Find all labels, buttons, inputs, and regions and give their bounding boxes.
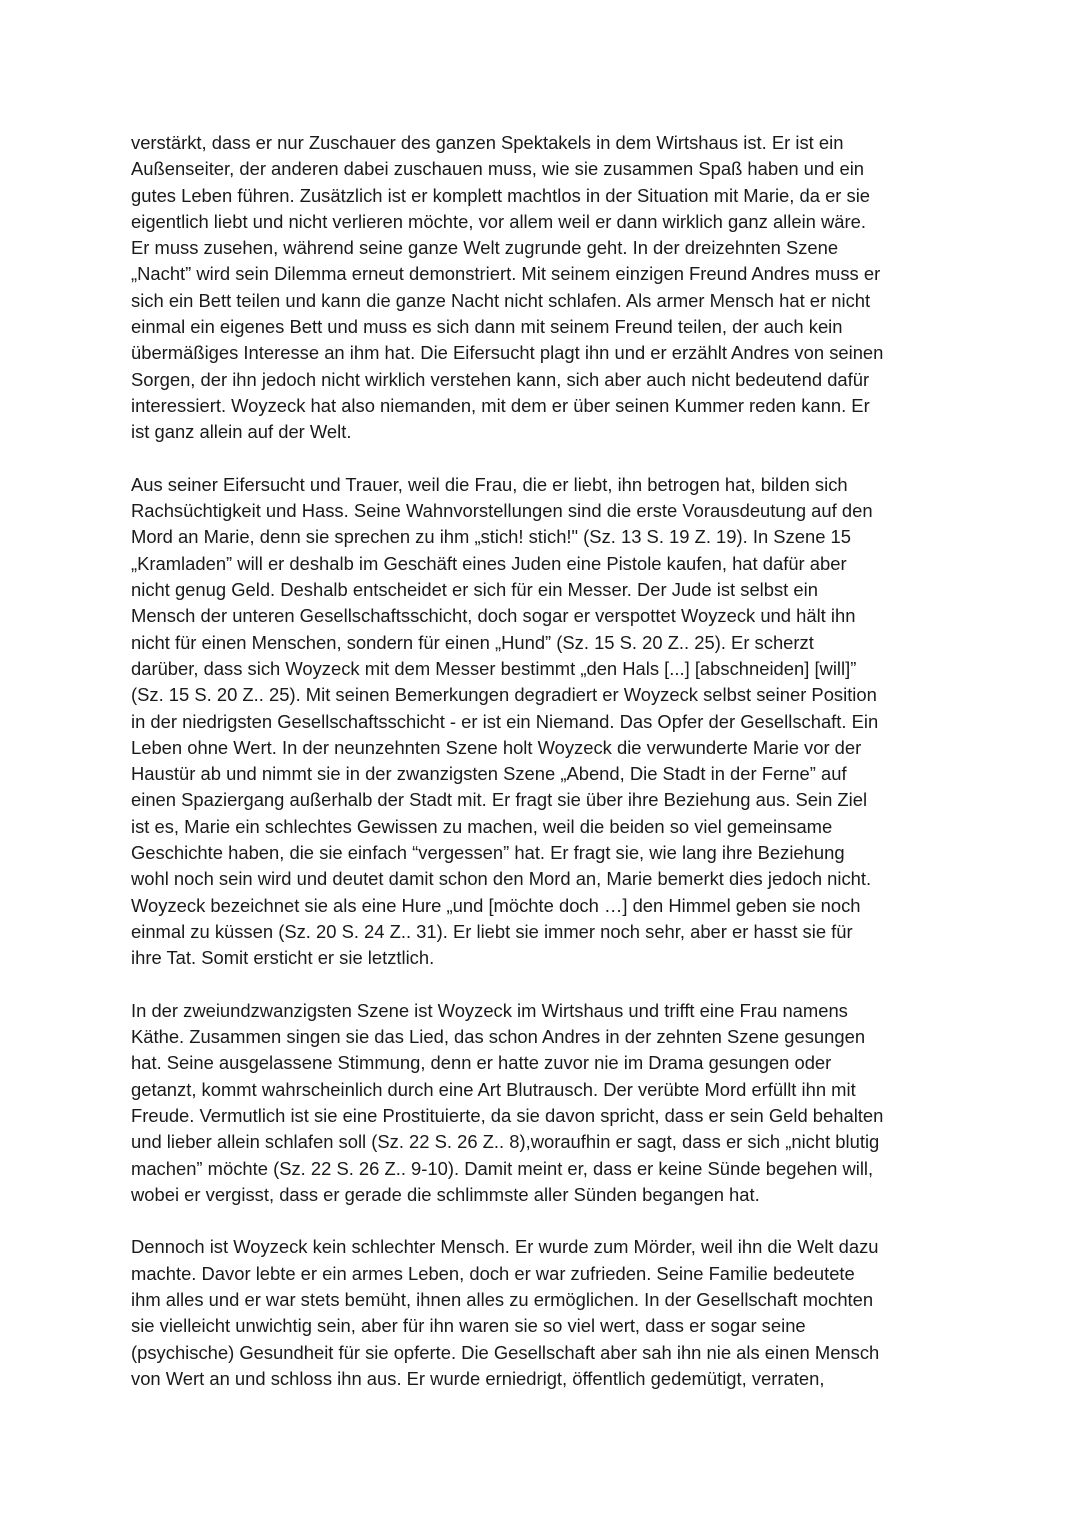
- text-line: Dennoch ist Woyzeck kein schlechter Mensch. Er wurde zum Mörder, weil ihn die Welt dazu: [131, 1236, 879, 1258]
- text-line: Aus seiner Eifersucht und Trauer, weil die Frau, die er liebt, ihn betrogen hat, bilden sich: [131, 473, 848, 495]
- text-line: machte. Davor lebte er ein armes Leben, doch er war zufrieden. Seine Familie bedeutete: [131, 1262, 855, 1284]
- text-line: gutes Leben führen. Zusätzlich ist er komplett machtlos in der Situation mit Marie, da er sie: [131, 184, 871, 206]
- text-line: Käthe. Zusammen singen sie das Lied, das schon Andres in der zehnten Szene gesungen: [131, 1026, 866, 1048]
- text-line: Mensch der unteren Gesellschaftsschicht, doch sogar er verspottet Woyzeck und hält ihn: [131, 605, 856, 627]
- text-line: ist es, Marie ein schlechtes Gewissen zu machen, weil die beiden so viel gemeinsame: [131, 815, 833, 837]
- text-line: getanzt, kommt wahrscheinlich durch eine Art Blutrausch. Der verübte Mord erfüllt ihn mit: [131, 1078, 856, 1100]
- text-line: von Wert an und schloss ihn aus. Er wurde erniedrigt, öffentlich gedemütigt, verraten,: [131, 1367, 825, 1389]
- text-line: einmal zu küssen (Sz. 20 S. 24 Z.. 31). Er liebt sie immer noch sehr, aber er hasst sie für: [131, 920, 853, 942]
- text-line: darüber, dass sich Woyzeck mit dem Messer bestimmt „den Hals [...] [abschneiden] [will]”: [131, 657, 857, 679]
- text-line: sie vielleicht unwichtig sein, aber für ihn waren sie so viel wert, dass er sogar seine: [131, 1315, 806, 1337]
- paragraph-2: [131, 472, 961, 972]
- text-line: In der zweiundzwanzigsten Szene ist Woyzeck im Wirtshaus und trifft eine Frau namens: [131, 999, 848, 1021]
- text-line: Mord an Marie, denn sie sprechen zu ihm „stich! stich!" (Sz. 13 S. 19 Z. 19). In Szene 15: [131, 526, 852, 548]
- text-line: eigentlich liebt und nicht verlieren möchte, vor allem weil er dann wirklich ganz allein wäre.: [131, 210, 866, 232]
- paragraph-4: [131, 1234, 961, 1392]
- text-line: einen Spaziergang außerhalb der Stadt mit. Er fragt sie über ihre Beziehung aus. Sein Ziel: [131, 789, 868, 811]
- text-line: übermäßiges Interesse an ihm hat. Die Eifersucht plagt ihn und er erzählt Andres von seinen: [131, 342, 884, 364]
- text-line: Freude. Vermutlich ist sie eine Prostituierte, da sie davon spricht, dass er sein Geld behalten: [131, 1104, 884, 1126]
- text-line: Er muss zusehen, während seine ganze Welt zugrunde geht. In der dreizehnten Szene: [131, 237, 839, 259]
- text-line: ihre Tat. Somit ersticht er sie letztlich.: [131, 947, 435, 969]
- text-line: hat. Seine ausgelassene Stimmung, denn er hatte zuvor nie im Drama gesungen oder: [131, 1052, 832, 1074]
- text-line: ihm alles und er war stets bemüht, ihnen alles zu ermöglichen. In der Gesellschaft mochten: [131, 1289, 874, 1311]
- text-line: einmal ein eigenes Bett und muss es sich dann mit seinem Freund teilen, der auch kein: [131, 316, 843, 338]
- text-line: sich ein Bett teilen und kann die ganze Nacht nicht schlafen. Als armer Mensch hat er nicht: [131, 289, 871, 311]
- text-line: und lieber allein schlafen soll (Sz. 22 S. 26 Z.. 8),woraufhin er sagt, dass er sich „nicht blutig: [131, 1131, 880, 1153]
- text-line: machen” möchte (Sz. 22 S. 26 Z.. 9-10). Damit meint er, dass er keine Sünde begehen will,: [131, 1157, 874, 1179]
- paragraph-1: [131, 130, 961, 446]
- text-line: Sorgen, der ihn jedoch nicht wirklich verstehen kann, sich aber auch nicht bedeutend dafür: [131, 368, 870, 390]
- text-line: „Kramladen” will er deshalb im Geschäft eines Juden eine Pistole kaufen, hat dafür aber: [131, 552, 847, 574]
- text-line: (psychische) Gesundheit für sie opferte. Die Gesellschaft aber sah ihn nie als einen Mensch: [131, 1341, 880, 1363]
- text-line: nicht für einen Menschen, sondern für einen „Hund” (Sz. 15 S. 20 Z.. 25). Er scherzt: [131, 631, 814, 653]
- text-line: Leben ohne Wert. In der neunzehnten Szene holt Woyzeck die verwunderte Marie vor der: [131, 736, 862, 758]
- text-line: Rachsüchtigkeit und Hass. Seine Wahnvorstellungen sind die erste Vorausdeutung auf den: [131, 500, 873, 522]
- text-line: wobei er vergisst, dass er gerade die schlimmste aller Sünden begangen hat.: [131, 1183, 760, 1205]
- text-line: (Sz. 15 S. 20 Z.. 25). Mit seinen Bemerkungen degradiert er Woyzeck selbst seiner Position: [131, 684, 877, 706]
- text-line: verstärkt, dass er nur Zuschauer des ganzen Spektakels in dem Wirtshaus ist. Er ist ein: [131, 132, 844, 153]
- paragraph-3: [131, 998, 961, 1208]
- text-line: wohl noch sein wird und deutet damit schon den Mord an, Marie bemerkt dies jedoch nicht.: [131, 868, 872, 890]
- text-line: interessiert. Woyzeck hat also niemanden, mit dem er über seinen Kummer reden kann. Er: [131, 394, 870, 416]
- text-line: Geschichte haben, die sie einfach “vergessen” hat. Er fragt sie, wie lang ihre Beziehung: [131, 842, 845, 864]
- text-line: Haustür ab und nimmt sie in der zwanzigsten Szene „Abend, Die Stadt in der Ferne” auf: [131, 763, 847, 785]
- text-line: Außenseiter, der anderen dabei zuschauen muss, wie sie zusammen Spaß haben und ein: [131, 158, 865, 180]
- text-line: in der niedrigsten Gesellschaftsschicht - er ist ein Niemand. Das Opfer der Gesellschaft. Ein: [131, 710, 879, 732]
- document-body: [131, 130, 961, 1419]
- text-line: „Nacht” wird sein Dilemma erneut demonstriert. Mit seinem einzigen Freund Andres muss er: [131, 263, 881, 285]
- text-line: Woyzeck bezeichnet sie als eine Hure „und [möchte doch …] den Himmel geben sie noch: [131, 894, 861, 916]
- text-line: nicht genug Geld. Deshalb entscheidet er sich für ein Messer. Der Jude ist selbst ein: [131, 579, 818, 601]
- text-line: ist ganz allein auf der Welt.: [131, 421, 352, 443]
